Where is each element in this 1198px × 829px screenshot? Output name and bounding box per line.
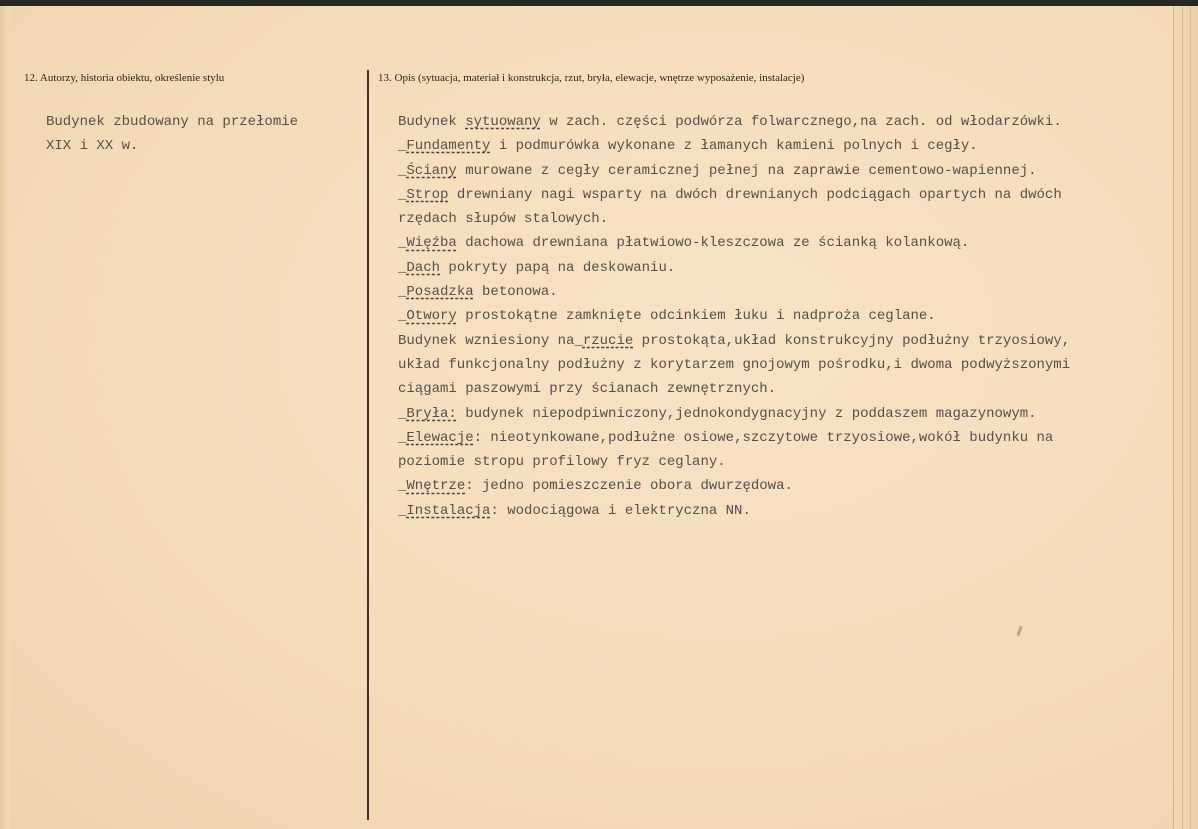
line-prefix: _: [398, 308, 407, 325]
page-left-edge: [0, 6, 10, 829]
left-text-line: XIX i XX w.: [46, 138, 139, 154]
line-text: prostokątne zamknięte odcinkiem łuku i nadproża ceglane.: [456, 308, 936, 325]
description-line: [398, 159, 1070, 183]
line-text: : nieotynkowane,podłużne osiowe,szczytowe trzyosiowe,wokół budynku na: [473, 429, 1054, 446]
line-prefix: _: [398, 502, 407, 519]
line-text: : jedno pomieszczenie obora dwurzędowa.: [465, 478, 793, 495]
line-text: układ funkcjonalny podłużny z korytarzem gnojowym pośrodku,i dwoma podwyższonymi: [398, 356, 1071, 373]
underlined-term: Posadzka: [406, 284, 474, 301]
section-13-header: 13. Opis (sytuacja, materiał i konstrukcja, rzut, bryła, elewacje, wnętrze wyposażenie, instalacje): [378, 72, 805, 84]
underlined-term: Więźba: [406, 235, 457, 252]
line-prefix: _: [398, 405, 407, 422]
underlined-term: sytuowany: [465, 114, 541, 130]
line-prefix: _: [398, 186, 407, 203]
line-text: i podmurówka wykonane z łamanych kamieni polnych i cegły.: [490, 138, 978, 155]
description-line: [398, 377, 1070, 401]
section-12-header: 12. Autorzy, historia obiektu, określenie stylu: [24, 72, 225, 84]
underlined-term: rzucie: [582, 332, 634, 349]
line-prefix: _: [398, 284, 407, 301]
underlined-term: Wnętrze: [406, 478, 466, 495]
underlined-term: Dach: [406, 259, 441, 276]
page-right-edge: [1173, 6, 1198, 829]
line-text: budynek niepodpiwniczony,jednokondygnacyjny z poddaszem magazynowym.: [456, 405, 1037, 422]
description-line: [398, 499, 1070, 523]
description-line: [398, 110, 1070, 134]
line-text: dachowa drewniana płatwiowo-kleszczowa ze ścianką kolankową.: [456, 235, 970, 252]
document-page: [0, 6, 1198, 829]
description-line: [398, 231, 1070, 255]
description-line: [398, 353, 1070, 377]
section-12-text: [46, 110, 298, 158]
line-text: prostokąta,układ konstrukcyjny podłużny trzyosiowy,: [633, 332, 1071, 349]
description-line: [398, 329, 1070, 353]
underlined-term: Strop: [406, 186, 449, 203]
underlined-term: Bryła:: [406, 405, 457, 422]
description-line: [398, 304, 1070, 328]
line-prefix: _: [398, 478, 407, 495]
line-text: pokryty papą na deskowaniu.: [440, 259, 676, 276]
line-text: : wodociągowa i elektryczna NN.: [490, 502, 751, 519]
underlined-term: Elewacje: [406, 429, 474, 446]
description-line: [398, 280, 1070, 304]
line-text: ciągami paszowymi przy ścianach zewnętrznych.: [398, 381, 777, 398]
description-line: [398, 207, 1070, 231]
paper-mark: [1016, 626, 1022, 636]
underlined-term: Otwory: [406, 308, 457, 325]
underlined-term: Instalacja: [406, 502, 491, 519]
line-prefix: _: [398, 429, 407, 446]
line-prefix: Budynek wzniesiony na_: [398, 332, 583, 349]
description-line: [398, 183, 1070, 207]
underlined-term: Ściany: [406, 162, 457, 179]
description-line: [398, 134, 1070, 158]
left-text-line: Budynek zbudowany na przełomie: [46, 114, 299, 130]
column-divider: [367, 70, 369, 820]
description-line: [398, 426, 1070, 450]
line-prefix: _: [398, 259, 407, 276]
section-13-text: [398, 110, 1070, 523]
line-prefix: _: [398, 235, 407, 252]
line-text: w zach. części podwórza folwarcznego,na zach. od włodarzówki.: [540, 114, 1062, 130]
line-prefix: _: [398, 162, 407, 179]
line-text: betonowa.: [473, 284, 558, 301]
line-prefix: _: [398, 138, 407, 155]
line-text: drewniany nagi wsparty na dwóch drewnianych podciągach opartych na dwóch: [448, 186, 1062, 203]
line-text: rzędach słupów stalowych.: [398, 211, 609, 228]
line-prefix: Budynek: [398, 114, 466, 130]
description-line: [398, 474, 1070, 498]
line-text: poziomie stropu profilowy fryz ceglany.: [398, 454, 726, 471]
description-line: [398, 402, 1070, 426]
underlined-term: Fundamenty: [406, 138, 491, 155]
description-line: [398, 450, 1070, 474]
description-line: [398, 256, 1070, 280]
line-text: murowane z cegły ceramicznej pełnej na zaprawie cementowo-wapiennej.: [456, 162, 1037, 179]
